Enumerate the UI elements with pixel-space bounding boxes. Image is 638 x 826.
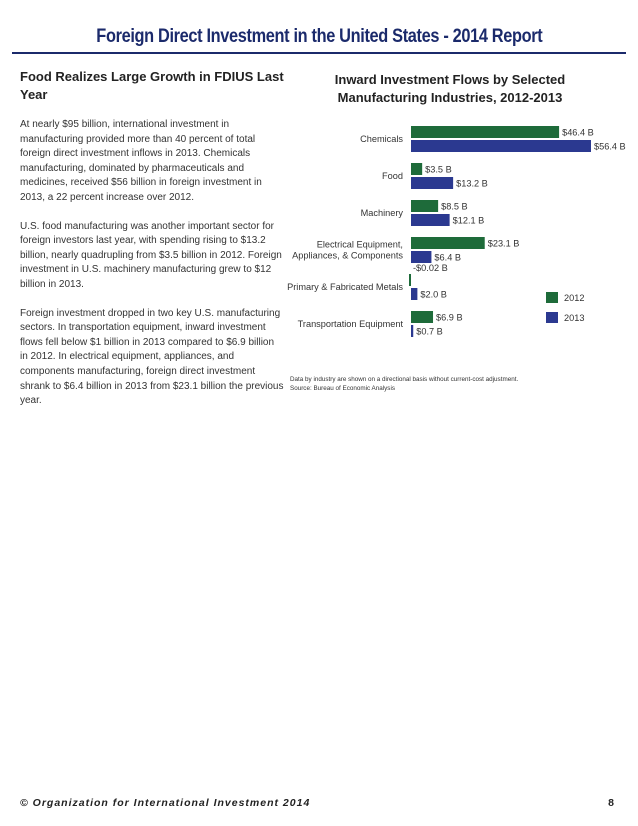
value-label: $23.1 B [487, 238, 520, 249]
category-label: Appliances, & Components [292, 250, 403, 261]
value-label: $8.5 B [441, 201, 468, 212]
page-number: 8 [608, 797, 614, 809]
bar-2012-3 [411, 200, 438, 212]
article-column [20, 68, 284, 423]
value-label: $3.5 B [425, 164, 452, 175]
chart-title: Inward Investment Flows by Selected Manufacturing Industries, 2012-2013 [334, 72, 566, 105]
bar-2013-3 [411, 214, 450, 226]
bar-2013-6 [411, 325, 413, 337]
article-title: Food Realizes Large Growth in FDIUS Last Year [20, 69, 284, 102]
legend-swatch-2013 [546, 312, 558, 323]
value-label: $6.9 B [436, 312, 463, 323]
bar-2012-4 [411, 237, 485, 249]
bar-2012-2 [411, 163, 422, 175]
legend-label-2013: 2013 [564, 313, 585, 323]
bar-2013-2 [411, 177, 453, 189]
footer-copyright: © Organization for International Investment 2014 [20, 797, 311, 809]
value-label: $12.1 B [452, 215, 485, 226]
article-paragraph-2: U.S. food manufacturing was another important sector for foreign investors last year, with spending rising to $13.2 billion, nearly quadrupling from $3.5 billion in 2012. Foreign investment in U.S. machinery manufacturing grew to $12 billion in 2013. [20, 220, 282, 290]
bar-2013-4 [411, 251, 431, 263]
legend-label-2012: 2012 [564, 293, 585, 303]
value-label: -$0.02 B [413, 263, 448, 273]
page-header [12, 22, 626, 54]
legend-swatch-2012 [546, 292, 558, 303]
category-label: Chemicals [360, 134, 403, 144]
bar-chart [286, 118, 626, 343]
bar-2012-6 [411, 311, 433, 323]
value-label: $6.4 B [434, 252, 461, 263]
bar-2013-5 [411, 288, 417, 300]
report-title: Foreign Direct Investment in the United States - 2014 Report [95, 26, 543, 47]
chart-note-text: Data by industry are shown on a directional basis without current-cost adjustment. [290, 376, 519, 383]
category-label: Electrical Equipment, [316, 239, 403, 250]
value-label: $2.0 B [420, 289, 447, 300]
category-label: Primary & Fabricated Metals [287, 282, 403, 292]
chart-note [290, 375, 590, 393]
article-paragraph-3: Foreign investment dropped in two key U.S. manufacturing sectors. In transportation equipment, inward investment flows fell below $1 billion in 2013 compared to $6.9 billion in 2012. In electrical equipment, appliances, and components manufacturing, foreign direct investment shrank to $6.4 billion in 2013 from $23.1 billion the previous year. [20, 307, 284, 407]
bar-2012-1 [411, 126, 559, 138]
value-label: $56.4 B [594, 141, 626, 152]
value-label: $13.2 B [456, 178, 488, 189]
category-label: Machinery [360, 208, 403, 218]
chart-source-text: Source: Bureau of Economic Analysis [290, 385, 396, 392]
value-label: $0.7 B [416, 326, 443, 337]
value-label: $46.4 B [562, 127, 594, 138]
category-label: Food [382, 171, 403, 181]
bar-2012-5 [409, 274, 411, 286]
category-label: Transportation Equipment [297, 319, 403, 329]
bar-2013-1 [411, 140, 591, 152]
article-paragraph-1: At nearly $95 billion, international investment in manufacturing provided more than 40 percent of total foreign direct investment inflows in 2013. Chemicals manufacturing, dominated by pharmaceuticals and medicines, received $56 billion in foreign investment in 2013, a 22 percent increase over 2012. [20, 119, 262, 203]
